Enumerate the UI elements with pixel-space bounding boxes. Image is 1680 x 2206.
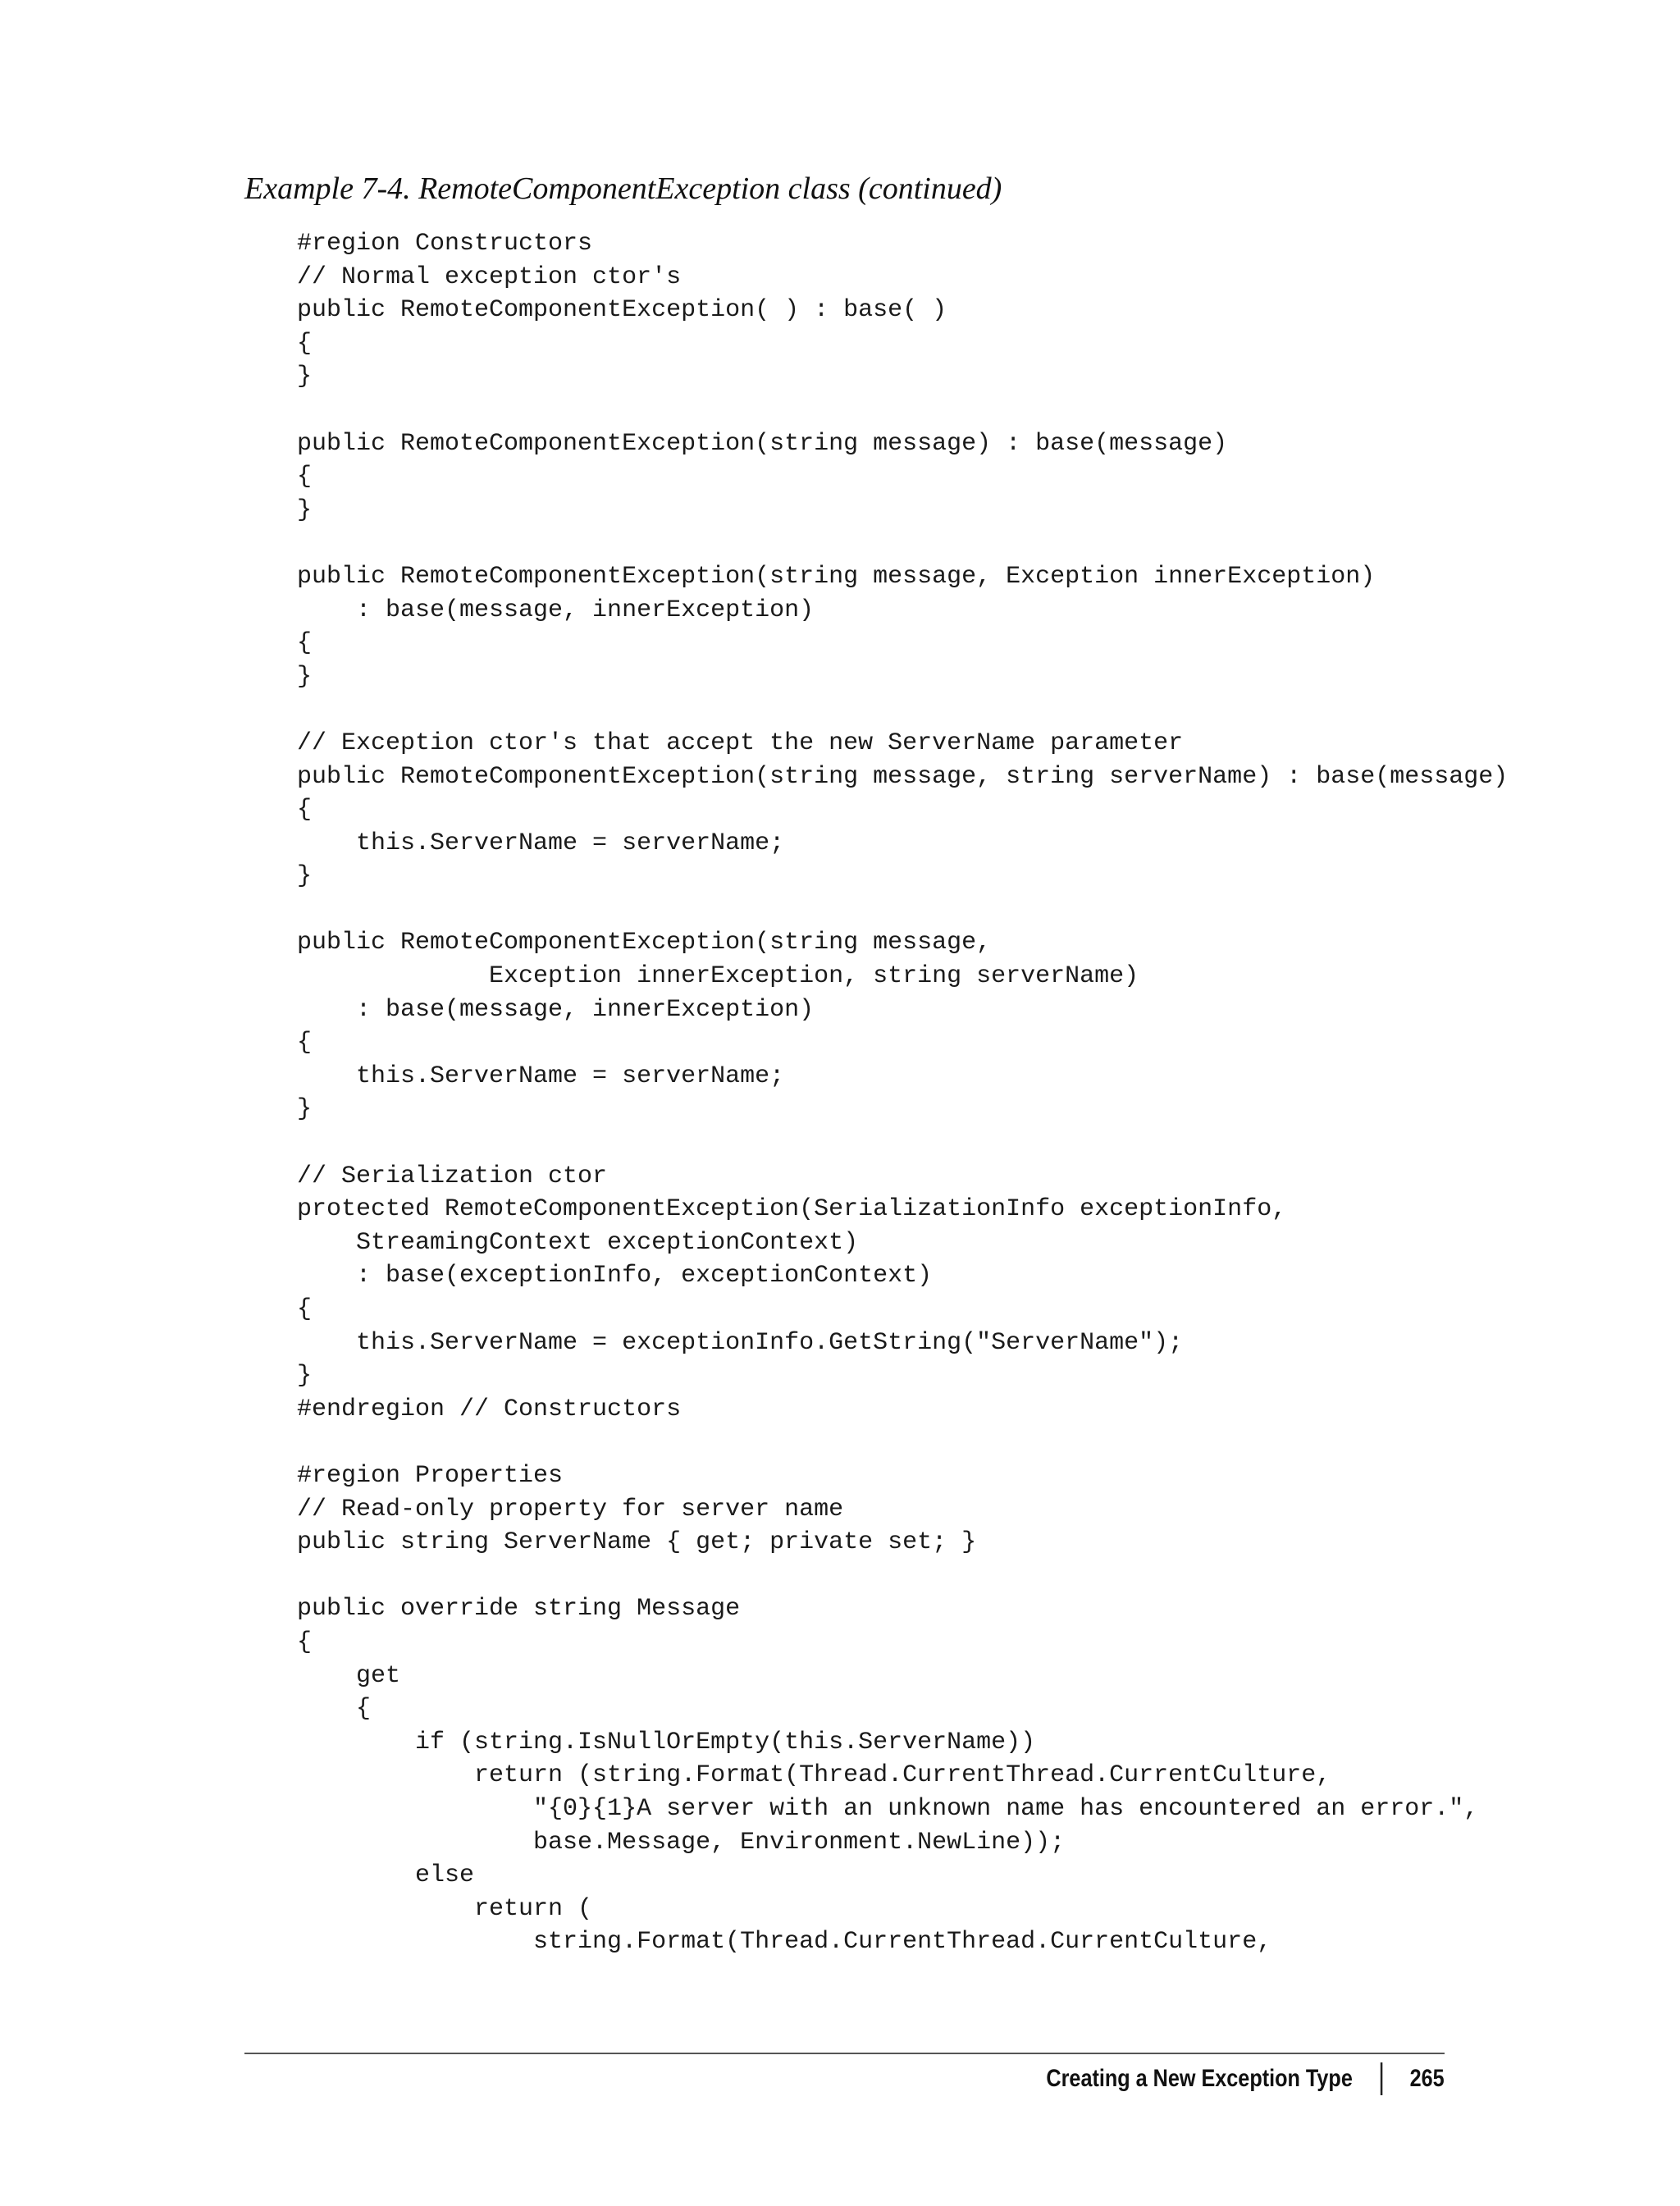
code-line: if (string.IsNullOrEmpty(this.ServerName)): [297, 1728, 1036, 1756]
code-line: public RemoteComponentException(string message, Exception innerException): [297, 562, 1376, 591]
code-line: this.ServerName = serverName;: [297, 829, 785, 857]
code-line: public string ServerName { get; private set; }: [297, 1528, 977, 1557]
code-line: Exception innerException, string serverName): [297, 962, 1139, 991]
code-line: StreamingContext exceptionContext): [297, 1228, 859, 1257]
code-line: return (string.Format(Thread.CurrentThread.CurrentCulture,: [297, 1761, 1331, 1790]
code-line: [297, 527, 1508, 560]
code-line: #region Constructors: [297, 230, 593, 258]
code-line: get: [297, 1661, 401, 1690]
code-line: [297, 1426, 1508, 1459]
code-line: public override string Message: [297, 1595, 741, 1624]
code-listing: [297, 227, 1508, 1959]
running-footer: [1047, 2058, 1445, 2100]
code-line: string.Format(Thread.CurrentThread.CurrentCulture,: [297, 1928, 1272, 1957]
code-line: // Read-only property for server name: [297, 1495, 844, 1523]
code-line: public RemoteComponentException(string message) : base(message): [297, 429, 1228, 458]
code-line: {: [297, 796, 313, 824]
code-line: base.Message, Environment.NewLine));: [297, 1828, 1066, 1857]
code-line: [297, 394, 1508, 427]
page-number: 265: [1409, 2065, 1445, 2092]
code-line: {: [297, 1695, 372, 1724]
code-line: protected RemoteComponentException(SerializationInfo exceptionInfo,: [297, 1195, 1287, 1224]
code-line: }: [297, 363, 313, 391]
code-line: [297, 1560, 1508, 1593]
code-line: else: [297, 1861, 475, 1890]
code-line: public RemoteComponentException(string message,: [297, 929, 992, 957]
code-line: {: [297, 329, 313, 358]
code-line: {: [297, 1029, 313, 1057]
footer-divider: [244, 2053, 1445, 2054]
code-line: public RemoteComponentException( ) : base( ): [297, 296, 947, 325]
code-line: this.ServerName = exceptionInfo.GetString("ServerName");: [297, 1328, 1184, 1357]
code-line: }: [297, 1362, 313, 1391]
code-line: }: [297, 662, 313, 691]
code-line: : base(message, innerException): [297, 596, 815, 624]
code-line: }: [297, 1095, 313, 1124]
code-line: {: [297, 1628, 313, 1656]
code-line: {: [297, 629, 313, 658]
code-line: }: [297, 496, 313, 524]
code-line: }: [297, 862, 313, 891]
code-line: : base(message, innerException): [297, 995, 815, 1024]
code-line: #region Properties: [297, 1461, 564, 1490]
footer-separator: [1381, 2062, 1383, 2095]
code-line: {: [297, 1295, 313, 1323]
code-line: // Normal exception ctor's: [297, 263, 682, 291]
footer-section-title: Creating a New Exception Type: [1046, 2065, 1354, 2092]
code-line: this.ServerName = serverName;: [297, 1062, 785, 1090]
code-line: // Exception ctor's that accept the new ServerName parameter: [297, 728, 1184, 757]
example-caption: Example 7-4. RemoteComponentException class (continued): [244, 171, 1002, 206]
code-line: : base(exceptionInfo, exceptionContext): [297, 1262, 933, 1290]
code-line: [297, 893, 1508, 927]
code-line: [297, 693, 1508, 727]
code-line: public RemoteComponentException(string message, string serverName) : base(message): [297, 762, 1509, 791]
code-line: // Serialization ctor: [297, 1162, 608, 1190]
code-line: "{0}{1}A server with an unknown name has encountered an error.",: [297, 1794, 1479, 1823]
code-line: return (: [297, 1894, 593, 1923]
code-line: #endregion // Constructors: [297, 1395, 682, 1423]
code-line: {: [297, 463, 313, 491]
code-line: [297, 1126, 1508, 1160]
